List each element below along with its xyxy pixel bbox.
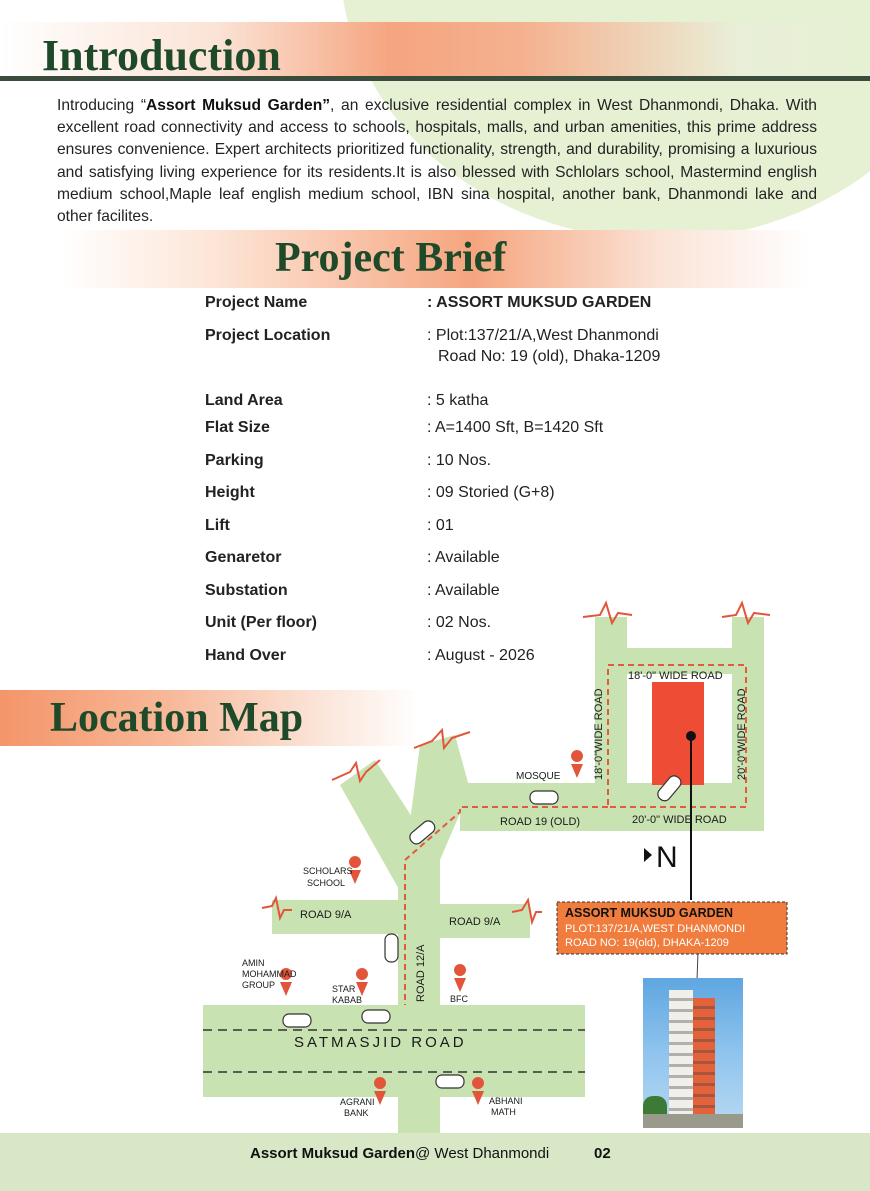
north-arrow-icon bbox=[644, 848, 652, 862]
label-bfc: BFC bbox=[450, 994, 468, 1004]
car-icon bbox=[385, 934, 398, 962]
satmasjid-road bbox=[203, 1005, 585, 1097]
building-leader bbox=[697, 952, 698, 980]
bfc-pin-icon bbox=[454, 964, 466, 992]
building-tower-right bbox=[693, 998, 715, 1126]
label-math: MATH bbox=[491, 1107, 516, 1117]
brief-value: : A=1400 Sft, B=1420 Sft bbox=[427, 419, 604, 436]
brief-heading: Project Brief bbox=[275, 235, 507, 281]
brief-value: : 10 Nos. bbox=[427, 452, 492, 469]
intro-text-body: , an exclusive residential complex in West Dhanmondi, Dhaka. With excellent road connectivity and access to schools, hospitals, malls, and urban amenities, this prime address ensures convenience. Expert architects prioritized functionality, strength, and durability, promising a luxurious and satisfying living experience for its residents.It is also blessed with Schlolars school, Mastermind english medium school,Maple leaf english medium school, IBN sina hospital, another bank, Dhanmondi lake and other facilites. bbox=[57, 97, 817, 226]
label-road-9a-right: ROAD 9/A bbox=[449, 916, 501, 928]
brief-value: : August - 2026 bbox=[427, 647, 535, 664]
brief-label: Hand Over bbox=[205, 647, 286, 664]
label-school: SCHOOL bbox=[307, 878, 346, 888]
brief-label: Substation bbox=[205, 582, 288, 599]
brief-value: : 09 Storied (G+8) bbox=[427, 484, 555, 501]
brief-value: : 5 katha bbox=[427, 392, 489, 409]
mosque-pin-icon bbox=[571, 750, 583, 778]
north-label: N bbox=[656, 841, 678, 874]
label-amin: AMIN bbox=[242, 958, 265, 968]
agrani-pin-icon bbox=[374, 1077, 386, 1105]
label-mohammad: MOHAMMAD bbox=[242, 969, 297, 979]
page-number: 02 bbox=[594, 1145, 611, 1162]
building-trees bbox=[643, 1096, 667, 1116]
footer-brand-location: @ West Dhanmondi bbox=[415, 1145, 550, 1162]
label-bottom-road: 20'-0" WIDE ROAD bbox=[632, 814, 727, 826]
label-top-road: 18'-0" WIDE ROAD bbox=[628, 670, 723, 682]
label-road-19: ROAD 19 (OLD) bbox=[500, 816, 581, 828]
label-road-12a: ROAD 12/A bbox=[415, 944, 427, 1002]
intro-paragraph bbox=[57, 95, 817, 228]
car-icon bbox=[283, 1014, 311, 1027]
label-mosque: MOSQUE bbox=[516, 771, 561, 782]
brief-label: Parking bbox=[205, 452, 264, 469]
brief-value: : ASSORT MUKSUD GARDEN bbox=[427, 294, 652, 311]
label-bank: BANK bbox=[344, 1108, 369, 1118]
building-render-image bbox=[643, 978, 743, 1128]
brief-label: Land Area bbox=[205, 392, 283, 409]
label-satmasjid: SATMASJID ROAD bbox=[294, 1034, 467, 1051]
brief-label: Genaretor bbox=[205, 549, 282, 566]
callout-line1: PLOT:137/21/A,WEST DHANMONDI bbox=[565, 923, 746, 935]
label-star: STAR bbox=[332, 984, 356, 994]
car-icon bbox=[530, 791, 558, 804]
location-heading: Location Map bbox=[50, 695, 304, 741]
label-right-road: 20'-0"WIDE ROAD bbox=[736, 688, 748, 780]
intro-text-prefix: Introducing “ bbox=[57, 97, 147, 114]
label-group: GROUP bbox=[242, 980, 276, 990]
brief-value: : 01 bbox=[427, 517, 454, 534]
project-plot bbox=[652, 682, 704, 785]
callout-title: ASSORT MUKSUD GARDEN bbox=[565, 906, 734, 920]
car-icon bbox=[436, 1075, 464, 1088]
brief-value: : Available bbox=[427, 549, 500, 566]
brief-value: : Plot:137/21/A,West Dhanmondi bbox=[427, 327, 659, 344]
label-agrani: AGRANI bbox=[340, 1097, 375, 1107]
intro-project-name: Assort Muksud Garden” bbox=[146, 97, 331, 114]
footer-band bbox=[0, 1133, 870, 1191]
footer-brand-name: Assort Muksud Garden bbox=[250, 1145, 416, 1162]
label-kabab: KABAB bbox=[332, 995, 363, 1005]
label-left-road: 18'-0"WIDE ROAD bbox=[593, 688, 605, 780]
brief-label: Flat Size bbox=[205, 419, 270, 436]
brief-label: Project Name bbox=[205, 294, 308, 311]
label-scholars: SCHOLARS bbox=[303, 866, 353, 876]
brief-value-line2: Road No: 19 (old), Dhaka-1209 bbox=[438, 348, 661, 365]
label-abhani: ABHANI bbox=[489, 1096, 523, 1106]
brief-label: Lift bbox=[205, 517, 230, 534]
car-icon bbox=[362, 1010, 390, 1023]
abhani-pin-icon bbox=[472, 1077, 484, 1105]
building-tower-left bbox=[669, 990, 693, 1126]
brief-value: : Available bbox=[427, 582, 500, 599]
star-kabab-pin-icon bbox=[356, 968, 368, 996]
brief-label: Height bbox=[205, 484, 255, 501]
building-base bbox=[643, 1114, 743, 1128]
footer-brand bbox=[250, 1145, 549, 1162]
callout-line2: ROAD NO: 19(old), DHAKA-1209 bbox=[565, 937, 729, 949]
brief-value: : 02 Nos. bbox=[427, 614, 492, 631]
label-road-9a-left: ROAD 9/A bbox=[300, 909, 352, 921]
brief-label: Unit (Per floor) bbox=[205, 614, 317, 631]
intro-heading: Introduction bbox=[42, 31, 281, 80]
brief-label: Project Location bbox=[205, 327, 331, 344]
